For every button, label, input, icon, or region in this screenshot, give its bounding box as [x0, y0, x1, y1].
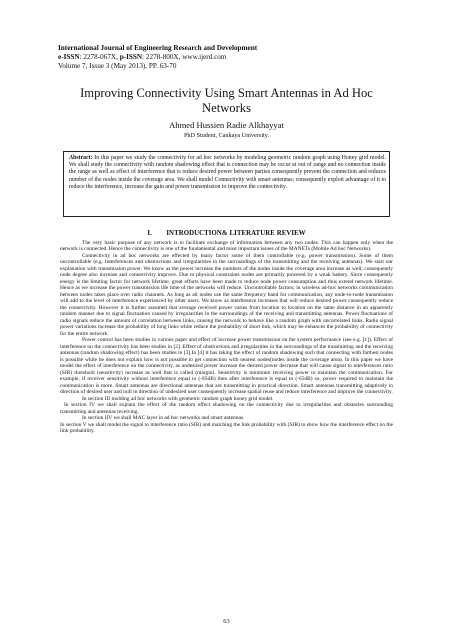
page-number: 63 — [223, 618, 230, 625]
abstract-label: Abstract: — [69, 155, 93, 161]
eissn-value: : 2278-067X, — [79, 53, 120, 61]
pissn-label: p-ISSN — [119, 53, 143, 61]
journal-volume: Volume 7, Issue 3 (May 2013), PP. 63-70 — [58, 62, 177, 70]
paper-author: Ahmed Hussien Radie Alkhayyat — [169, 120, 284, 130]
body-paragraph: In section IIV we shall MAC layer in ad hoc networks and smart antennas. — [82, 415, 245, 422]
body-paragraph: Power control has been studies in various paper and effect of increase power transmission on the system performance (see e.g. [1]). Effect of interference on the connectivity has been studies in [2]. Effect of obstructions and irregularities in the surroundings of the transmitting and the receiving antennas (random shadowing effect) has been studies in [3].In [4] it has taking the effect of random shadowing such that connecting with farthest nodes is possible while he does not explain how is not possible to get connection with nearest nodes(nodes inside the coverage area). In this paper we have model the effect of interference on the connectivity, as undesired power increase the desired power decrease that will cause signal to interferences ratio (SIR) threshold (sensitivity) increase as well that is called (margin). Sensitivity is minimum receiving power to maintain the communication. For example, if receiver sensitivity without interference equal to (-85dB) then after interference is equal to (-65dB) so, power required to maintain the communication is more. Smart antennas are directional antennas that are transmitting in practical direction. Smart antennas transmitting adaptively in direction of desired user and null in direction of undesired user consequently increase spatial reuse and reduce interference and improve the connectivity. — [60, 337, 393, 396]
section-heading: I. INTRODUCTION& LITERATURE REVIEW — [147, 230, 306, 237]
section-body — [60, 240, 393, 585]
body-paragraph: The very basic purpose of any network is to facilitate exchange of information between any two nodes. This can happen only when the network is connected. Hence the connectivity is one of the fundamental and most important issues of the MANETs (Mobile Ad hoc Networks). — [60, 240, 393, 253]
body-paragraph: In section III molding ad hoc networks with geometric random graph honey grid model. — [82, 395, 274, 402]
eissn-label: e-ISSN — [58, 53, 80, 61]
journal-header — [58, 44, 398, 71]
paper-title: Improving Connectivity Using Smart Antennas in Ad Hoc Networks — [80, 86, 373, 115]
body-paragraph: In section IV we shall explain the effect of the random effect shadowing on the connectivity due to irregularities and obstacles surrounding transmitting and antennas receiving. — [60, 402, 393, 415]
pissn-value: : 2278-800X, www.ijerd.com — [142, 53, 227, 61]
journal-name: International Journal of Engineering Research and Development — [58, 44, 258, 52]
author-affiliation: PhD Student, Cankaya University. — [183, 132, 269, 139]
abstract-box — [63, 151, 390, 217]
body-paragraph: Connectivity in ad hoc networks are effected by many factor some of them controllable (e.g. power transmission). Some of them uncontrollable (e.g. Interferences and obstructions and irregularities in the surroundings of the transmitting and the receiving antennas). We start our explanation with transmission power. We know as the power increase the numbers of the nodes inside the coverage area increase as well, consequently node degree also increase and connectivity improve. Due to physical constraints nodes are primarily powered by a weak battery. Since consequently energy is the limiting factor for network lifetime, great efforts have been made to reduce node power consumption and thus extend network lifetime. Hence as we increase the power transmission life time of the networks will reduce. Uncontrollable factors; in wireless ad-hoc networks communication between nodes takes place over radio channels. As long as all nodes use the same frequency band for communication, any node-to-node transmission will add to the level of interference experienced by other users. We know as interference increases that will reduce desired power consequently reduce the connectivity. However it is further assumed that average received power varies from location to location on the same distance in an apparently random manner due to signal fluctuation caused by irregularities in the surroundings of the receiving and transmitting antennas. Power fluctuations of radio signals reduce the amount of correlation between links, causing the network to behave like a random graph with uncorrelated links. Radio signal power variations increase the probability of long links while reduce the probability of short link, which may be enhances the probability of connectivity for the entire network. — [60, 252, 393, 337]
abstract-text: In this paper we study the connectivity for ad hoc networks by modeling geometric random graph using Honey gird model. We shall study the connectivity with random shadowing effect that is connection may be occur at out of range and no connection inside the range as well as effect of interference that is reduce desired power between parties consequently prevent the connection and reduces number of the nodes inside the coverage area. We shall model Connectivity with smart antennas; consequently exploit advantage of it to reduce the interference, increase the gain and power transmission to improve the connectivity. — [69, 155, 386, 190]
body-paragraph: In section V we shall model the signal to interference ratio (SIR) and matching the link probability with (SIR) to show how the interference effect on the link probability. — [60, 421, 393, 435]
journal-issn — [58, 53, 398, 62]
